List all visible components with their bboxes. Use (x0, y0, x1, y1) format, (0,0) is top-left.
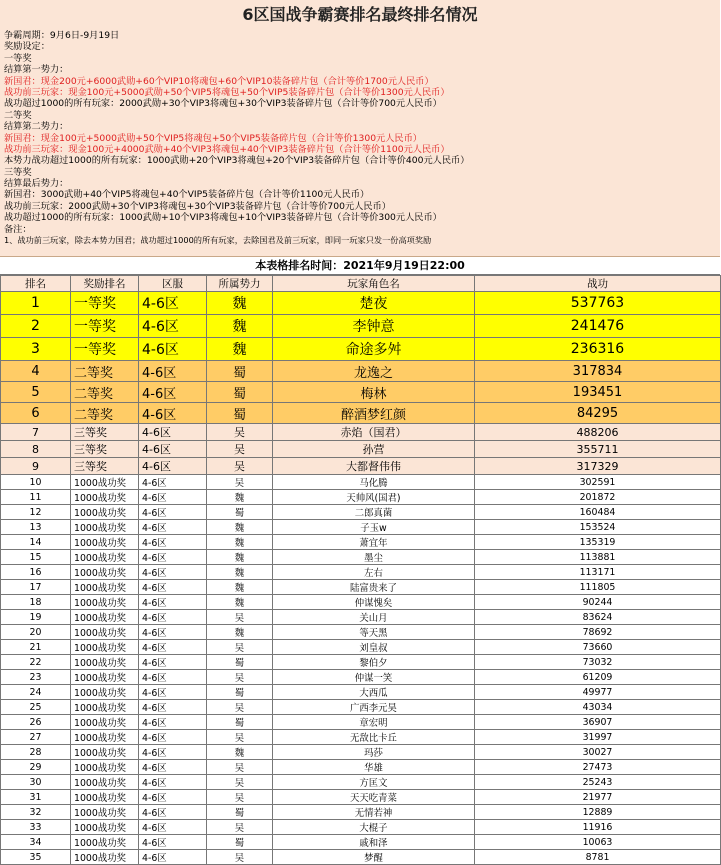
rank-cell: 4 (1, 361, 71, 382)
server-cell: 4-6区 (139, 625, 207, 640)
rank-cell: 29 (1, 760, 71, 775)
table-row (1, 580, 721, 595)
table-row (1, 595, 721, 610)
server-cell: 4-6区 (139, 655, 207, 670)
faction-cell: 魏 (207, 535, 273, 550)
player-name-cell: 黎伯夕 (273, 655, 475, 670)
rank-cell: 12 (1, 505, 71, 520)
merit-cell: 113171 (475, 565, 721, 580)
award-cell: 二等奖 (71, 361, 139, 382)
server-cell: 4-6区 (139, 850, 207, 865)
faction-cell: 蜀 (207, 835, 273, 850)
rank-cell: 15 (1, 550, 71, 565)
reward-rule-line: 结算第一势力： (4, 64, 69, 76)
table-row (1, 441, 721, 458)
merit-cell: 73032 (475, 655, 721, 670)
faction-cell: 魏 (207, 580, 273, 595)
server-cell: 4-6区 (139, 760, 207, 775)
server-cell: 4-6区 (139, 535, 207, 550)
faction-cell: 魏 (207, 550, 273, 565)
faction-cell: 蜀 (207, 403, 273, 424)
merit-cell: 113881 (475, 550, 721, 565)
faction-cell: 蜀 (207, 655, 273, 670)
server-cell: 4-6区 (139, 610, 207, 625)
server-cell: 4-6区 (139, 595, 207, 610)
table-row (1, 535, 721, 550)
server-cell: 4-6区 (139, 475, 207, 490)
reward-info-panel (0, 0, 720, 257)
award-cell: 1000战功奖 (71, 760, 139, 775)
rank-cell: 34 (1, 835, 71, 850)
merit-cell: 61209 (475, 670, 721, 685)
reward-rule-line: 战功前三玩家：现金100元+4000武勋+40个VIP3将魂包+40个VIP3装备碎片包（合计等价1100元人民币） (4, 143, 450, 155)
faction-cell: 魏 (207, 745, 273, 760)
server-cell: 4-6区 (139, 315, 207, 338)
rank-cell: 14 (1, 535, 71, 550)
server-cell: 4-6区 (139, 382, 207, 403)
table-row (1, 610, 721, 625)
server-cell: 4-6区 (139, 292, 207, 315)
merit-cell: 201872 (475, 490, 721, 505)
merit-cell: 111805 (475, 580, 721, 595)
header-rank: 排名 (1, 276, 71, 292)
table-row (1, 520, 721, 535)
reward-rule-line: 争霸周期：9月6日-9月19日 (4, 30, 120, 41)
faction-cell: 吴 (207, 790, 273, 805)
table-row (1, 850, 721, 865)
merit-cell: 8781 (475, 850, 721, 865)
rank-cell: 13 (1, 520, 71, 535)
player-name-cell: 广西李元昊 (273, 700, 475, 715)
server-cell: 4-6区 (139, 565, 207, 580)
reward-rule-line: 一等奖 (4, 52, 32, 64)
player-name-cell: 子玉w (273, 520, 475, 535)
merit-cell: 537763 (475, 292, 721, 315)
reward-rule-line: 新国君：现金200元+6000武勋+60个VIP10将魂包+60个VIP10装备碎片包（合计等价1700元人民币） (4, 75, 434, 87)
rank-cell: 9 (1, 458, 71, 475)
faction-cell: 吴 (207, 775, 273, 790)
faction-cell: 吴 (207, 441, 273, 458)
player-name-cell: 关山月 (273, 610, 475, 625)
rank-cell: 24 (1, 685, 71, 700)
award-cell: 三等奖 (71, 441, 139, 458)
table-row (1, 338, 721, 361)
player-name-cell: 仲谋一笑 (273, 670, 475, 685)
rank-cell: 22 (1, 655, 71, 670)
merit-cell: 317834 (475, 361, 721, 382)
table-row (1, 490, 721, 505)
player-name-cell: 华雄 (273, 760, 475, 775)
rank-cell: 3 (1, 338, 71, 361)
table-row (1, 790, 721, 805)
award-cell: 1000战功奖 (71, 490, 139, 505)
player-name-cell: 墨尘 (273, 550, 475, 565)
table-row (1, 292, 721, 315)
faction-cell: 吴 (207, 640, 273, 655)
reward-rules (0, 30, 720, 246)
table-body (1, 292, 721, 865)
faction-cell: 蜀 (207, 715, 273, 730)
faction-cell: 吴 (207, 820, 273, 835)
player-name-cell: 无敌比卡丘 (273, 730, 475, 745)
header-merit: 战功 (475, 276, 721, 292)
page-title: 6区国战争霸赛排名最终排名情况 (242, 5, 478, 24)
rank-cell: 31 (1, 790, 71, 805)
player-name-cell: 等天黑 (273, 625, 475, 640)
player-name-cell: 刘皇叔 (273, 640, 475, 655)
table-row (1, 655, 721, 670)
award-cell: 一等奖 (71, 315, 139, 338)
table-row (1, 458, 721, 475)
rank-cell: 2 (1, 315, 71, 338)
merit-cell: 12889 (475, 805, 721, 820)
server-cell: 4-6区 (139, 730, 207, 745)
award-cell: 二等奖 (71, 403, 139, 424)
rank-cell: 10 (1, 475, 71, 490)
header-award: 奖励排名 (71, 276, 139, 292)
server-cell: 4-6区 (139, 715, 207, 730)
table-row (1, 685, 721, 700)
table-row (1, 625, 721, 640)
faction-cell: 吴 (207, 700, 273, 715)
reward-rule-line: 战功前三玩家：2000武勋+30个VIP3将魂包+30个VIP3装备碎片包（合计等价700元人民币） (4, 200, 391, 212)
table-row (1, 700, 721, 715)
merit-cell: 160484 (475, 505, 721, 520)
table-header-row (1, 276, 721, 292)
merit-cell: 83624 (475, 610, 721, 625)
award-cell: 一等奖 (71, 292, 139, 315)
merit-cell: 11916 (475, 820, 721, 835)
reward-rule-line: 二等奖 (4, 109, 32, 121)
table-row (1, 505, 721, 520)
merit-cell: 78692 (475, 625, 721, 640)
rank-cell: 19 (1, 610, 71, 625)
table-row (1, 835, 721, 850)
merit-cell: 193451 (475, 382, 721, 403)
table-row (1, 475, 721, 490)
reward-rule-line: 备注： (4, 223, 32, 235)
server-cell: 4-6区 (139, 670, 207, 685)
faction-cell: 吴 (207, 610, 273, 625)
faction-cell: 吴 (207, 424, 273, 441)
faction-cell: 魏 (207, 338, 273, 361)
reward-rule-line: 奖励设定： (4, 41, 50, 53)
faction-cell: 吴 (207, 760, 273, 775)
server-cell: 4-6区 (139, 441, 207, 458)
table-row (1, 820, 721, 835)
player-name-cell: 赤焰（国君） (273, 424, 475, 441)
table-row (1, 760, 721, 775)
server-cell: 4-6区 (139, 820, 207, 835)
player-name-cell: 大西瓜 (273, 685, 475, 700)
award-cell: 1000战功奖 (71, 565, 139, 580)
table-row (1, 670, 721, 685)
merit-cell: 43034 (475, 700, 721, 715)
header-player-name: 玩家角色名 (273, 276, 475, 292)
player-name-cell: 戚和泽 (273, 835, 475, 850)
player-name-cell: 李钟意 (273, 315, 475, 338)
table-row (1, 730, 721, 745)
rank-cell: 6 (1, 403, 71, 424)
player-name-cell: 楚夜 (273, 292, 475, 315)
merit-cell: 36907 (475, 715, 721, 730)
award-cell: 三等奖 (71, 424, 139, 441)
faction-cell: 蜀 (207, 505, 273, 520)
faction-cell: 蜀 (207, 382, 273, 403)
player-name-cell: 龙逸之 (273, 361, 475, 382)
table-row (1, 745, 721, 760)
award-cell: 1000战功奖 (71, 835, 139, 850)
server-cell: 4-6区 (139, 685, 207, 700)
merit-cell: 241476 (475, 315, 721, 338)
faction-cell: 魏 (207, 490, 273, 505)
table-row (1, 640, 721, 655)
table-row (1, 775, 721, 790)
player-name-cell: 陆富贵来了 (273, 580, 475, 595)
server-cell: 4-6区 (139, 640, 207, 655)
rank-cell: 32 (1, 805, 71, 820)
merit-cell: 49977 (475, 685, 721, 700)
server-cell: 4-6区 (139, 490, 207, 505)
award-cell: 1000战功奖 (71, 640, 139, 655)
award-cell: 三等奖 (71, 458, 139, 475)
award-cell: 1000战功奖 (71, 475, 139, 490)
award-cell: 1000战功奖 (71, 700, 139, 715)
faction-cell: 蜀 (207, 805, 273, 820)
server-cell: 4-6区 (139, 338, 207, 361)
table-row (1, 805, 721, 820)
table-row (1, 550, 721, 565)
player-name-cell: 左右 (273, 565, 475, 580)
rank-cell: 8 (1, 441, 71, 458)
merit-cell: 10063 (475, 835, 721, 850)
reward-rule-line: 结算第二势力： (4, 121, 69, 133)
award-cell: 1000战功奖 (71, 595, 139, 610)
faction-cell: 魏 (207, 520, 273, 535)
reward-rule-line: 新国君：现金100元+5000武勋+50个VIP5将魂包+50个VIP5装备碎片包（合计等价1300元人民币） (4, 132, 422, 144)
server-cell: 4-6区 (139, 835, 207, 850)
server-cell: 4-6区 (139, 745, 207, 760)
rank-cell: 35 (1, 850, 71, 865)
player-name-cell: 大都督伟伟 (273, 458, 475, 475)
award-cell: 1000战功奖 (71, 745, 139, 760)
rank-cell: 7 (1, 424, 71, 441)
reward-rule-line: 战功超过1000的所有玩家：2000武勋+30个VIP3将魂包+30个VIP3装备碎片包（合计等价700元人民币） (4, 98, 442, 110)
faction-cell: 吴 (207, 458, 273, 475)
table-row (1, 403, 721, 424)
server-cell: 4-6区 (139, 520, 207, 535)
award-cell: 1000战功奖 (71, 580, 139, 595)
rank-cell: 5 (1, 382, 71, 403)
ranking-time-banner: 本表格排名时间：2021年9月19日22:00 (0, 257, 720, 275)
server-cell: 4-6区 (139, 700, 207, 715)
player-name-cell: 马化腾 (273, 475, 475, 490)
award-cell: 1000战功奖 (71, 550, 139, 565)
merit-cell: 153524 (475, 520, 721, 535)
server-cell: 4-6区 (139, 580, 207, 595)
player-name-cell: 无情若神 (273, 805, 475, 820)
server-cell: 4-6区 (139, 550, 207, 565)
rank-cell: 25 (1, 700, 71, 715)
server-cell: 4-6区 (139, 505, 207, 520)
merit-cell: 21977 (475, 790, 721, 805)
merit-cell: 135319 (475, 535, 721, 550)
player-name-cell: 仲谋愧矣 (273, 595, 475, 610)
faction-cell: 吴 (207, 670, 273, 685)
table-row (1, 424, 721, 441)
header-faction: 所属势力 (207, 276, 273, 292)
merit-cell: 73660 (475, 640, 721, 655)
header-server: 区服 (139, 276, 207, 292)
table-row (1, 361, 721, 382)
merit-cell: 25243 (475, 775, 721, 790)
award-cell: 1000战功奖 (71, 805, 139, 820)
table-row (1, 315, 721, 338)
player-name-cell: 二郎真菌 (273, 505, 475, 520)
faction-cell: 魏 (207, 625, 273, 640)
rank-cell: 11 (1, 490, 71, 505)
merit-cell: 302591 (475, 475, 721, 490)
faction-cell: 魏 (207, 565, 273, 580)
award-cell: 1000战功奖 (71, 715, 139, 730)
rank-cell: 33 (1, 820, 71, 835)
award-cell: 1000战功奖 (71, 685, 139, 700)
award-cell: 一等奖 (71, 338, 139, 361)
reward-rule-line: 1、战功前三玩家，除去本势力国君；战功超过1000的所有玩家，去除国君及前三玩家，即同一玩家只发一份高项奖励 (4, 235, 432, 246)
award-cell: 1000战功奖 (71, 625, 139, 640)
rank-cell: 16 (1, 565, 71, 580)
player-name-cell: 梦醒 (273, 850, 475, 865)
server-cell: 4-6区 (139, 458, 207, 475)
player-name-cell: 玛莎 (273, 745, 475, 760)
rank-cell: 28 (1, 745, 71, 760)
player-name-cell: 孙营 (273, 441, 475, 458)
server-cell: 4-6区 (139, 403, 207, 424)
server-cell: 4-6区 (139, 361, 207, 382)
faction-cell: 魏 (207, 595, 273, 610)
award-cell: 1000战功奖 (71, 655, 139, 670)
award-cell: 1000战功奖 (71, 790, 139, 805)
rank-cell: 21 (1, 640, 71, 655)
faction-cell: 魏 (207, 292, 273, 315)
award-cell: 1000战功奖 (71, 535, 139, 550)
player-name-cell: 命途多舛 (273, 338, 475, 361)
rank-cell: 23 (1, 670, 71, 685)
player-name-cell: 萧宜年 (273, 535, 475, 550)
rank-cell: 26 (1, 715, 71, 730)
rank-cell: 20 (1, 625, 71, 640)
table-row (1, 382, 721, 403)
merit-cell: 84295 (475, 403, 721, 424)
reward-rule-line: 结算最后势力： (4, 178, 69, 190)
server-cell: 4-6区 (139, 775, 207, 790)
award-cell: 1000战功奖 (71, 505, 139, 520)
player-name-cell: 大棍子 (273, 820, 475, 835)
award-cell: 1000战功奖 (71, 520, 139, 535)
rank-cell: 17 (1, 580, 71, 595)
rank-cell: 30 (1, 775, 71, 790)
award-cell: 1000战功奖 (71, 850, 139, 865)
award-cell: 1000战功奖 (71, 820, 139, 835)
award-cell: 1000战功奖 (71, 610, 139, 625)
server-cell: 4-6区 (139, 424, 207, 441)
reward-rule-line: 战功前三玩家：现金100元+5000武勋+50个VIP5将魂包+50个VIP5装备碎片包（合计等价1300元人民币） (4, 86, 450, 98)
merit-cell: 90244 (475, 595, 721, 610)
reward-rule-line: 新国君：3000武勋+40个VIP5将魂包+40个VIP5装备碎片包（合计等价1100元人民币） (4, 189, 370, 201)
reward-rule-line: 战功超过1000的所有玩家：1000武勋+10个VIP3将魂包+10个VIP3装备碎片包（合计等价300元人民币） (4, 212, 442, 224)
faction-cell: 魏 (207, 315, 273, 338)
merit-cell: 355711 (475, 441, 721, 458)
ranking-table (0, 275, 721, 865)
rank-cell: 27 (1, 730, 71, 745)
player-name-cell: 方匡文 (273, 775, 475, 790)
player-name-cell: 醉酒梦红颜 (273, 403, 475, 424)
faction-cell: 吴 (207, 850, 273, 865)
reward-rule-line: 本势力战功超过1000的所有玩家：1000武勋+20个VIP3将魂包+20个VIP3装备碎片包（合计等价400元人民币） (4, 155, 470, 167)
reward-rule-line: 三等奖 (4, 166, 32, 178)
merit-cell: 30027 (475, 745, 721, 760)
rank-cell: 1 (1, 292, 71, 315)
merit-cell: 27473 (475, 760, 721, 775)
player-name-cell: 天帅风(国君) (273, 490, 475, 505)
merit-cell: 31997 (475, 730, 721, 745)
faction-cell: 吴 (207, 475, 273, 490)
faction-cell: 蜀 (207, 361, 273, 382)
merit-cell: 488206 (475, 424, 721, 441)
award-cell: 1000战功奖 (71, 775, 139, 790)
award-cell: 1000战功奖 (71, 730, 139, 745)
faction-cell: 蜀 (207, 685, 273, 700)
faction-cell: 吴 (207, 730, 273, 745)
table-row (1, 565, 721, 580)
server-cell: 4-6区 (139, 805, 207, 820)
server-cell: 4-6区 (139, 790, 207, 805)
rank-cell: 18 (1, 595, 71, 610)
player-name-cell: 天天吃青菜 (273, 790, 475, 805)
award-cell: 二等奖 (71, 382, 139, 403)
player-name-cell: 章宏明 (273, 715, 475, 730)
merit-cell: 236316 (475, 338, 721, 361)
merit-cell: 317329 (475, 458, 721, 475)
player-name-cell: 梅林 (273, 382, 475, 403)
table-row (1, 715, 721, 730)
award-cell: 1000战功奖 (71, 670, 139, 685)
